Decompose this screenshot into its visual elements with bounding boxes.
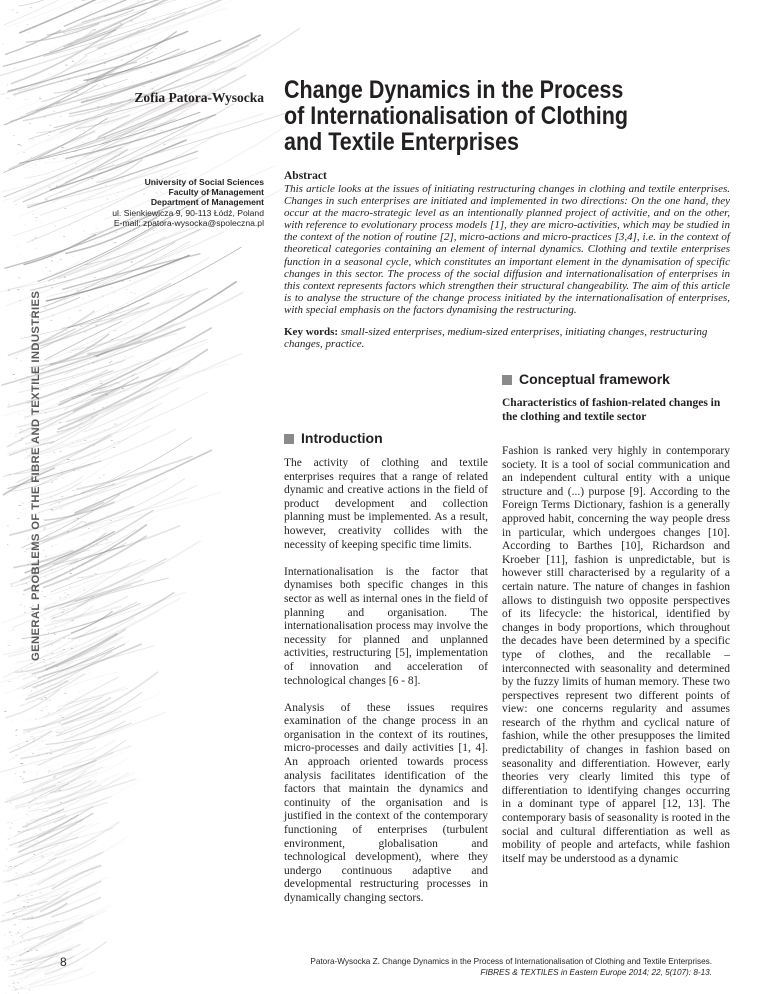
paragraph: Fashion is ranked very highly in contemporary society. It is a tool of social communication and an independent cultural entity with a unique structure and (...) purpose [9]. According to the Foreign Terms Dictionary, fashion is a generally approved habit, concerning the way people dress in particular, which undergoes changes [10]. According to Barthes [10], Richardson and Kroeber [11], fashion is unpredictable, but is however still characterised by a regularity of a certain nature. The nature of changes in fashion allows to distinguish two opposite perspectives of its lifecycle: the historical, identified by changes in body proportions, which throughout the decades have been determined by a specific type of clothes, and the recallable – interconnected with seasonality and determined by the fuzzy limits of human memory. These two perspectives represent two different points of view: one concerns regularity and assumes research of the rhythm and cyclical nature of fashion, while the other presupposes the limited predictability of changes in fashion based on seasonality and differentiation. However, early theories very clearly limited this type of differentiation to identifying changes occurring in a dominant type of apparel [12, 13]. The contemporary basis of seasonality is rooted in the social and cultural differentiation as well as mobility of people and artefacts, while fashion itself may be understood as a dynamic — [502, 445, 730, 865]
conceptual-subheading: Characteristics of fashion-related changes in the clothing and textile sector — [502, 397, 721, 423]
author-affiliation — [60, 177, 264, 228]
footer-citation: Patora-Wysocka Z. Change Dynamics in the Process of Internationalisation of Clothing and Textile Enterprises. — [310, 957, 712, 966]
introduction-heading-text: Introduction — [301, 430, 383, 446]
title-line: of Internationalisation of Clothing — [284, 102, 628, 130]
affiliation-address: ul. Sienkiewicza 9, 90-113 Łódź, Poland — [112, 207, 264, 218]
section-side-label: GENERAL PROBLEMS OF THE FIBRE AND TEXTILE INDUSTRIES — [30, 290, 42, 661]
conceptual-framework-heading — [502, 371, 670, 387]
title-line: and Textile Enterprises — [284, 128, 519, 156]
fibre-texture-background — [0, 0, 300, 994]
paragraph: Analysis of these issues requires examination of the change process in an organisation in the context of its routines, micro-processes and daily activities [1, 4]. An approach oriented towards process analysis facilitates identification of the factors that maintain the dynamics and continuity of the organisation and is justified in the context of the contemporary functioning of enterprises (turbulent environment, globalisation and technological development), where they undergo continuous adaptive and developmental restructuring processes in dynamically changing sectors. — [284, 701, 488, 904]
article-title — [284, 77, 671, 155]
abstract-heading: Abstract — [284, 170, 327, 182]
introduction-body — [284, 457, 488, 906]
affiliation-university: University of Social Sciences — [144, 177, 264, 187]
author-name: Zofia Patora-Wysocka — [134, 90, 264, 105]
keywords — [284, 326, 730, 350]
keywords-label: Key words: — [284, 326, 339, 338]
keywords-text: small-sized enterprises, medium-sized enterprises, initiating changes, restructuring changes, practice. — [284, 326, 708, 351]
abstract-text: This article looks at the issues of initiating restructuring changes in clothing and textile enterprises. Changes in such enterprises are initiated and implemented in two directions: On the one hand, they occur at the macro-strategic level as an intentionally planned project of activitie, and on the other, with reference to evolutionary process models [1], they are micro-activities, which may be studied in the context of the notion of routine [2], micro-actions and micro-practices [3,4], i.e. in the context of theoretical categories containing an element of internal dynamics. Clothing and textile enterprises function in a seasonal cycle, which constitutes an important element in the dynamisation of specific changes in this sector. The process of the social diffusion and internationalisation of enterprises in this context represents factors which strengthen their structural changeability. The aim of this article is to analyse the structure of the change process initiated by the internationalisation of enterprises, with special emphasis on the factors dynamising the restructuring. — [284, 183, 730, 316]
paragraph: The activity of clothing and textile enterprises requires that a range of related dynamic and creative actions in the field of product development and collection planning must be implemented. As a result, however, creativity collides with the necessity of keeping specific time limits. — [284, 457, 488, 551]
conceptual-heading-text: Conceptual framework — [519, 371, 670, 387]
conceptual-body — [502, 445, 730, 866]
affiliation-department: Department of Management — [150, 197, 264, 208]
introduction-heading — [284, 430, 383, 446]
page-footer-citation — [300, 956, 712, 978]
affiliation-faculty: Faculty of Management — [168, 187, 264, 198]
section-bullet-icon — [502, 375, 512, 385]
footer-journal: FIBRES & TEXTILES in Eastern Europe 2014; 22, 5(107): 8-13. — [480, 968, 712, 977]
section-bullet-icon — [284, 434, 294, 444]
page-number: 8 — [60, 955, 67, 969]
affiliation-email: E-mail: zpatora-wysocka@spoleczna.pl — [113, 217, 264, 228]
paragraph: Internationalisation is the factor that dynamises both specific changes in this sector as well as internal ones in the field of planning and organisation. The internationalisation process may involve the necessity for planned and unplanned activities, restructuring [5], implementation of innovation and acceleration of technological changes [6 - 8]. — [284, 565, 488, 687]
title-line: Change Dynamics in the Process — [284, 76, 624, 104]
